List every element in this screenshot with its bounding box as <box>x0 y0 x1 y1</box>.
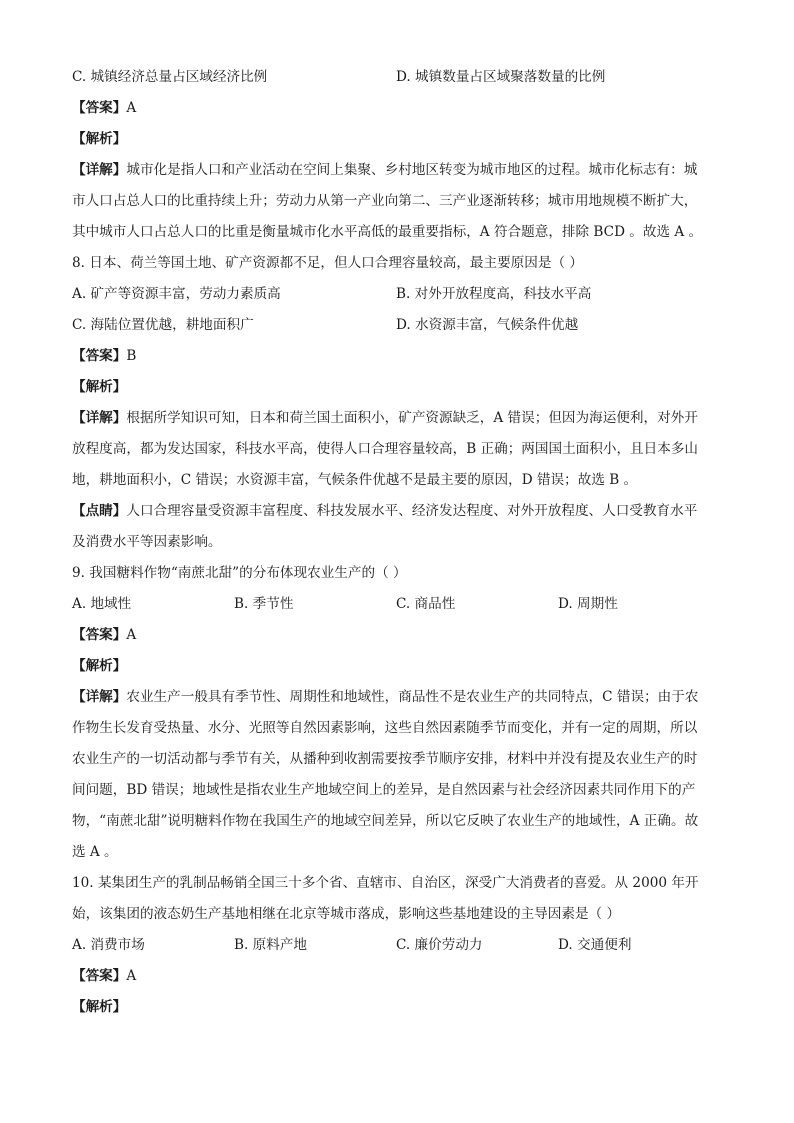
q9-detail-line-2: 作物生长发育受热量、水分、光照等自然因素影响，这些自然因素随季节而变化，并有一定的周期，所以 <box>72 720 698 736</box>
q9-option-a: A. 地域性 <box>72 596 132 612</box>
q8-option-d: D. 水资源丰富，气候条件优越 <box>396 317 579 333</box>
q7-analysis <box>72 124 722 155</box>
answer-tag: 【答案】 <box>72 100 127 116</box>
detail-text: 根据所学知识可知，日本和荷兰国土面积小，矿产资源缺乏，A 错误；但因为海运便利，对外开 <box>126 410 698 426</box>
q9-answer <box>72 620 722 651</box>
q8-stem: 8. 日本、荷兰等国土地、矿产资源都不足，但人口合理容量较高，最主要原因是（ ） <box>72 255 583 271</box>
q10-options-row <box>72 930 722 961</box>
answer-value: A <box>126 100 137 116</box>
q7-option-c: C. 城镇经济总量占区域经济比例 <box>72 69 268 85</box>
q7-detail-line-3: 其中城市人口占总人口的比重是衡量城市化水平高低的最重要指标，A 符合题意，排除 BCD 。故选 A 。 <box>72 224 703 240</box>
q9-option-c: C. 商品性 <box>396 596 456 612</box>
q9-detail-line-5: 物，“南蔗北甜”说明糖料作物在我国生产的地域空间差异，所以它反映了农业生产的地域性，A 正确。故 <box>72 813 699 829</box>
analysis-tag: 【解析】 <box>72 379 127 395</box>
answer-value: A <box>126 627 137 643</box>
q9-detail-line-6: 选 A 。 <box>72 844 118 860</box>
q9-analysis <box>72 651 722 682</box>
q7-detail-line-1 <box>72 155 722 186</box>
detail-tag: 【详解】 <box>72 410 127 426</box>
q7-options-row <box>72 62 722 93</box>
detail-tag: 【详解】 <box>72 689 127 705</box>
q8-answer <box>72 341 722 372</box>
q9-detail-line-1 <box>72 682 722 713</box>
q10-stem-line-1: 10. 某集团生产的乳制品畅销全国三十多个省、直辖市、自治区，深受广大消费者的喜爱。从 2000 年开 <box>72 875 699 891</box>
q10-option-d: D. 交通便利 <box>558 937 632 953</box>
q8-option-c: C. 海陆位置优越，耕地面积广 <box>72 317 254 333</box>
q9-option-b: B. 季节性 <box>234 596 294 612</box>
detail-text: 城市化是指人口和产业活动在空间上集聚、乡村地区转变为城市地区的过程。城市化标志有：城 <box>126 162 698 178</box>
q8-option-b: B. 对外开放程度高，科技水平高 <box>396 286 592 302</box>
answer-value: B <box>126 348 137 364</box>
answer-value: A <box>126 968 137 984</box>
q10-answer <box>72 961 722 992</box>
answer-tag: 【答案】 <box>72 348 127 364</box>
answer-tag: 【答案】 <box>72 968 127 984</box>
q7-answer <box>72 93 722 124</box>
q8-options-row-1 <box>72 279 722 310</box>
q7-detail-line-2: 市人口占总人口的比重持续上升；劳动力从第一产业向第二、三产业逐渐转移；城市用地规模不断扩大， <box>72 193 698 209</box>
analysis-tag: 【解析】 <box>72 658 127 674</box>
analysis-tag: 【解析】 <box>72 999 127 1015</box>
q8-detail-line-1 <box>72 403 722 434</box>
q8-detail-line-2: 放程度高，都为发达国家，科技水平高，使得人口合理容量较高，B 正确；两国国土面积小，且日本多山 <box>72 441 699 457</box>
detail-text: 农业生产一般具有季节性、周期性和地域性，商品性不是农业生产的共同特点，C 错误；由于农 <box>126 689 699 705</box>
q9-detail-line-3: 农业生产的一切活动都与季节有关，从播种到收割需要按季节顺序安排，材料中并没有提及农业生产的时 <box>72 751 698 767</box>
q9-detail-line-4: 间问题，BD 错误；地域性是指农业生产地域空间上的差异，是自然因素与社会经济因素共同作用下的产 <box>72 782 696 798</box>
q9-stem: 9. 我国糖料作物“南蔗北甜”的分布体现农业生产的（ ） <box>72 565 407 581</box>
answer-tag: 【答案】 <box>72 627 127 643</box>
q8-detail-line-3: 地，耕地面积小，C 错误；水资源丰富，气候条件优越不是最主要的原因，D 错误；故选 B 。 <box>72 472 638 488</box>
q10-stem-line-2: 始，该集团的液态奶生产基地相继在北京等城市落成，影响这些基地建设的主导因素是（ ） <box>72 906 621 922</box>
q10-option-b: B. 原料产地 <box>234 937 308 953</box>
q8-analysis <box>72 372 722 403</box>
comment-text: 人口合理容量受资源丰富程度、科技发展水平、经济发达程度、对外开放程度、人口受教育水平 <box>126 503 698 519</box>
q10-option-a: A. 消费市场 <box>72 937 145 953</box>
q9-options-row <box>72 589 722 620</box>
q10-analysis <box>72 992 722 1023</box>
document-page <box>72 62 722 1023</box>
comment-tag: 【点睛】 <box>72 503 127 519</box>
q8-comment-line-2: 及消费水平等因素影响。 <box>72 534 222 550</box>
detail-tag: 【详解】 <box>72 162 127 178</box>
q8-options-row-2 <box>72 310 722 341</box>
q7-option-d: D. 城镇数量占区域聚落数量的比例 <box>396 69 606 85</box>
q10-option-c: C. 廉价劳动力 <box>396 937 483 953</box>
q8-comment-line-1 <box>72 496 722 527</box>
q9-option-d: D. 周期性 <box>558 596 618 612</box>
analysis-tag: 【解析】 <box>72 131 127 147</box>
q8-option-a: A. 矿产等资源丰富，劳动力素质高 <box>72 286 281 302</box>
